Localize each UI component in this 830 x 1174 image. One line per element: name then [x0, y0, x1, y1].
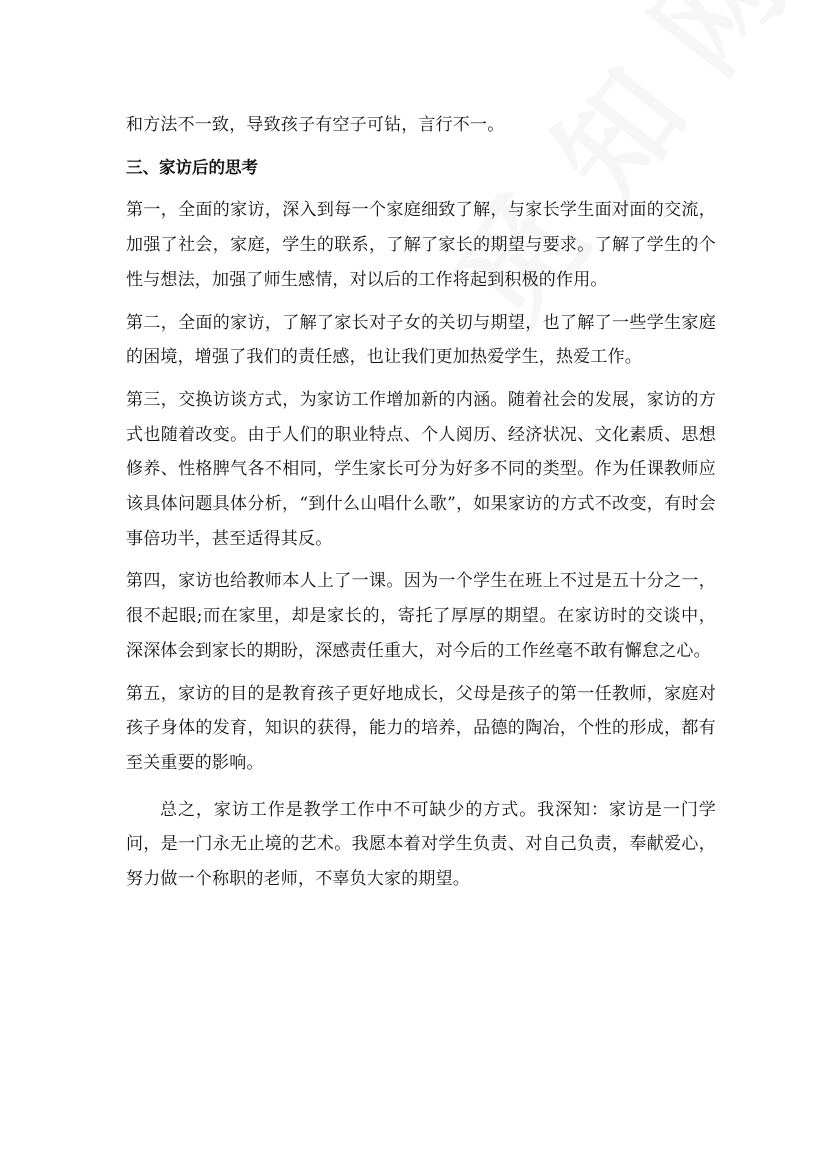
- conclusion-paragraph: 总之，家访工作是教学工作中不可缺少的方式。我深知：家访是一门学问，是一门永无止境的艺术。我愿本着对学生负责、对自己负责，奉献爱心，努力做一个称职的老师，不辜负大家的期望。: [126, 799, 716, 890]
- document-body: [126, 108, 716, 897]
- section-heading: 三、家访后的思考: [126, 157, 258, 177]
- paragraph-fourth: 第四，家访也给教师本人上了一课。因为一个学生在班上不过是五十分之一，很不起眼;而在家里，却是家长的，寄托了厚厚的期望。在家访时的交谈中，深深体会到家长的期盼，深感责任重大，对今后的工作丝毫不敢有懈怠之心。: [126, 571, 716, 661]
- paragraph-third: 第三，交换访谈方式，为家访工作增加新的内涵。随着社会的发展，家访的方式也随着改变。由于人们的职业特点、个人阅历、经济状况、文化素质、思想修养、性格脾气各不相同，学生家长可分为好多不同的类型。作为任课教师应该具体问题具体分析，“到什么山唱什么歌”，如果家访的方式不改变，有时会事倍功半，甚至适得其反。: [126, 389, 716, 549]
- paragraph-second: 第二，全面的家访，了解了家长对子女的关切与期望，也了解了一些学生家庭的困境，增强了我们的责任感，也让我们更加热爱学生，热爱工作。: [126, 312, 716, 368]
- paragraph-first: 第一，全面的家访，深入到每一个家庭细致了解，与家长学生面对面的交流，加强了社会，家庭，学生的联系，了解了家长的期望与要求。了解了学生的个性与想法，加强了师生感情，对以后的工作将起到积极的作用。: [126, 200, 716, 290]
- continuation-paragraph: 和方法不一致，导致孩子有空子可钻，言行不一。: [126, 115, 505, 135]
- paragraph-fifth: 第五，家访的目的是教育孩子更好地成长，父母是孩子的第一任教师，家庭对孩子身体的发育，知识的获得，能力的培养，品德的陶冶，个性的形成，都有至关重要的影响。: [126, 683, 716, 773]
